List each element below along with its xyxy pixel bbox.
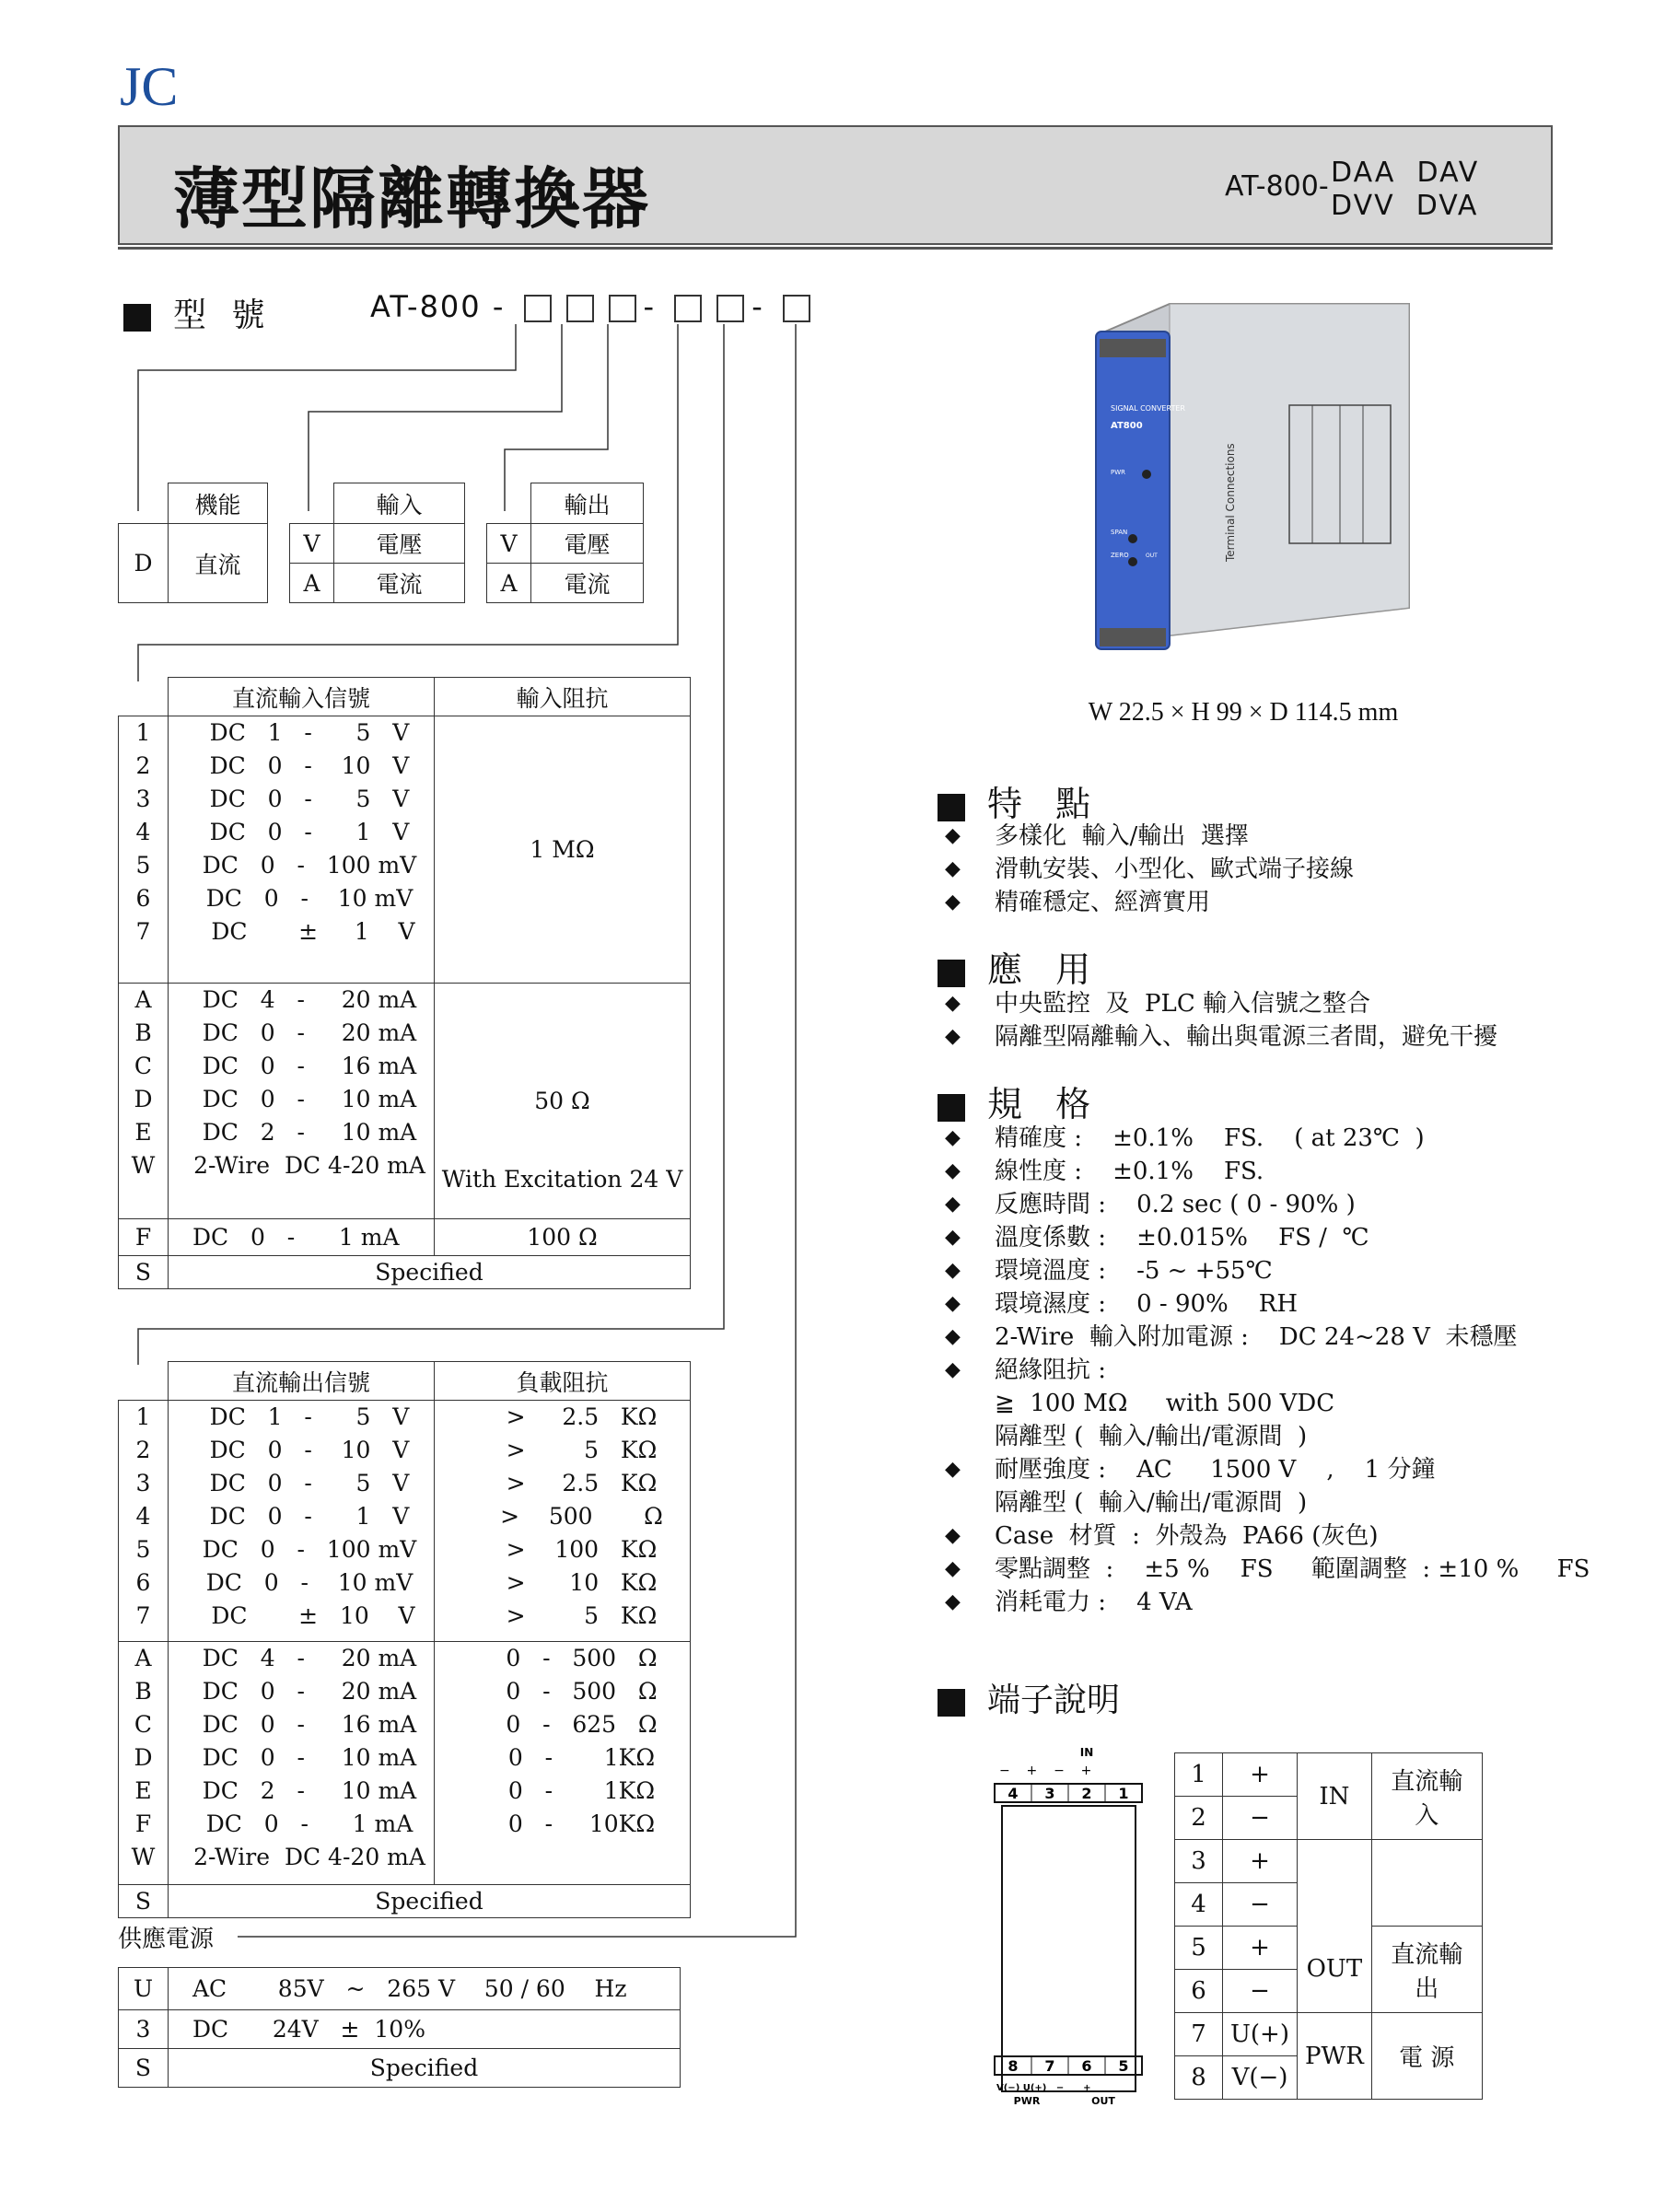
input-type-code: V [290,524,334,564]
photo-label-model: AT800 [1111,421,1143,431]
model-variants-line-1: DAA DAV [1331,157,1480,189]
input-voltage-codes: 1 2 3 4 5 6 7 [135,719,151,945]
output-signal-table [118,1361,691,1918]
feature-item: ◆ 滑軌安裝、小型化、歐式端子接線 [945,853,1354,886]
input-type-value: 電流 [334,564,465,603]
diagram-terminal-number: 2 [1081,1785,1092,1802]
terminal-num: 6 [1175,1970,1223,2013]
input-current-codes: A B C D E W [131,986,156,1179]
output-voltage-loads: > 2.5 KΩ > 5 KΩ > 2.5 KΩ > 500 Ω > 100 KΩ > 10 KΩ > 5 KΩ [500,1403,663,1629]
output-type-code: A [487,564,531,603]
features-list [945,820,1354,919]
spec-item: ◆ 零點調整 : ±5 % FS 範圍調整 : ±10 % FS [945,1553,1590,1586]
photo-label-zero: ZERO [1111,552,1129,559]
terminal-sign: − [1223,1970,1298,2013]
output-s-value: Specified [169,1885,691,1918]
output-type-code: V [487,524,531,564]
spec-item: 隔離型 ( 輸入/輸出/電源間 ) [995,1489,1308,1517]
terminal-diagram [985,1745,1160,2113]
specs-list [945,1122,1590,1619]
product-photo [1068,295,1418,663]
terminal-group-code: IN [1297,1753,1371,1840]
power-s-value: Specified [169,2049,681,2088]
photo-label-out: OUT [1146,553,1158,559]
input-impedance-header: 輸入阻抗 [435,678,691,716]
brand-logo: JC [120,56,179,117]
terminal-sign: + [1223,1840,1298,1883]
terminal-sign: − [1223,1883,1298,1927]
power-s-code: S [119,2049,169,2088]
diagram-in-label: IN [1079,1746,1094,1759]
input-s-value: Specified [169,1256,691,1289]
features-heading [938,775,1101,826]
terminal-num: 1 [1175,1753,1223,1797]
input-f-code: F [119,1219,169,1256]
power-supply-label: 供應電源 [118,1926,215,1953]
power-value: AC 85V ~ 265 V 50 / 60 Hz [169,1968,681,2010]
terminal-sign: − [1223,1797,1298,1840]
input-type-code: A [290,564,334,603]
function-value: 直流 [169,524,268,603]
section-square-icon [938,794,965,821]
photo-label-pwr: PWR [1111,469,1126,476]
input-f-impedance: 100 Ω [435,1219,691,1256]
input-type-table [289,483,465,603]
applications-title: 應 用 [987,949,1102,990]
terminal-sign: + [1223,1753,1298,1797]
input-signal-table [118,677,691,1289]
model-code-prefix: AT-800 - [370,289,506,324]
input-current-ranges: DC 4 - 20 mA DC 0 - 20 mA DC 0 - 16 mA DC 0 - 10 mA DC 2 - 10 mA 2-Wire DC 4-20 mA [193,986,425,1179]
terminal-sign: V(−) [1223,2056,1298,2100]
spec-item: 隔離型 ( 輸入/輸出/電源間 ) [995,1423,1308,1450]
spec-item: ◆ 精確度 : ±0.1% FS. ( at 23℃ ) [945,1122,1590,1155]
terminal-num: 5 [1175,1927,1223,1970]
input-f-range: DC 0 - 1 mA [169,1219,435,1256]
output-type-value: 電壓 [531,524,644,564]
model-variants-line-2: DVV DVA [1331,190,1479,222]
output-type-value: 電流 [531,564,644,603]
power-value: DC 24V ± 10% [169,2010,681,2049]
diagram-body [1002,1806,1136,2091]
terminal-group-desc: 直流輸入 [1371,1753,1482,1840]
terminal-num: 4 [1175,1883,1223,1927]
output-current-codes: A B C D E F W [131,1645,156,1870]
terminals-heading [938,1674,1120,1721]
features-title: 特 點 [987,784,1102,824]
terminal-group-desc: 直流輸出 [1371,1927,1482,2013]
specs-heading [938,1076,1101,1126]
spec-item: ◆ 線性度 : ±0.1% FS. [945,1155,1590,1188]
diagram-terminal-number: 1 [1118,1785,1129,1802]
section-square-icon [938,960,965,987]
output-voltage-ranges: DC 1 - 5 V DC 0 - 10 V DC 0 - 5 V DC 0 - 1 V DC 0 - 100 mV DC 0 - 10 mV DC ± 10 V [202,1403,417,1629]
diagram-terminal-number: 5 [1118,2057,1129,2075]
model-label: 型 號 [173,297,273,334]
applications-heading [938,941,1101,992]
diagram-terminal-number: 6 [1081,2057,1092,2075]
diagram-bottom-labels: V(−) U(+) − + [996,2083,1091,2093]
terminals-title: 端子說明 [987,1682,1121,1719]
excitation-note: With Excitation 24 V [441,1166,683,1193]
spec-item: ◆ 反應時間 : 0.2 sec ( 0 - 90% ) [945,1188,1590,1221]
photo-label-signal-converter: SIGNAL CONVERTER [1111,404,1185,413]
application-item: ◆ 中央監控 及 PLC 輸入信號之整合 [945,987,1497,1020]
input-voltage-ranges: DC 1 - 5 V DC 0 - 10 V DC 0 - 5 V DC 0 - 1 V DC 0 - 100 mV DC 0 - 10 mV DC ± 1 V [202,719,417,945]
feature-item: ◆ 精確穩定、經濟實用 [945,886,1354,919]
power-code: 3 [119,2010,169,2049]
output-load-header: 負載阻抗 [435,1362,691,1401]
spec-item: ◆ 消耗電力 : 4 VA [945,1586,1590,1619]
terminal-num: 2 [1175,1797,1223,1840]
diagram-terminal-number: 3 [1044,1785,1055,1802]
page-title: 薄型隔離轉換器 [173,159,651,238]
photo-label-terminal: Terminal Connections [1224,443,1237,562]
input-voltage-impedance: 1 MΩ [435,716,691,984]
output-type-table [486,483,644,603]
feature-item: ◆ 多樣化 輸入/輸出 選擇 [945,820,1354,853]
output-type-header: 輸出 [531,483,644,524]
terminal-group-code: OUT [1297,1927,1371,2013]
terminal-sign: U(+) [1223,2013,1298,2056]
output-s-code: S [119,1885,169,1918]
applications-list [945,987,1497,1054]
spec-item: ◆ 環境溫度 : -5 ~ +55℃ [945,1254,1590,1287]
section-square-icon [938,1689,965,1717]
terminal-table [1174,1752,1483,2100]
spec-item: ◆ 2-Wire 輸入附加電源 : DC 24~28 V 未穩壓 [945,1321,1590,1354]
application-item: ◆ 隔離型隔離輸入、輸出與電源三者間，避免干擾 [945,1020,1497,1054]
product-dimensions: W 22.5 × H 99 × D 114.5 mm [1088,698,1399,727]
power-supply-table [118,1967,681,2088]
terminal-sign: + [1223,1927,1298,1970]
terminal-num: 8 [1175,2056,1223,2100]
spec-item: ◆ Case 材質 : 外殼為 PA66 (灰色) [945,1519,1590,1553]
spec-item: ◆ 溫度係數 : ±0.015% FS / ℃ [945,1221,1590,1254]
diagram-top-polarity: − + − + [999,1764,1092,1778]
specs-title: 規 格 [987,1084,1102,1124]
output-signal-header: 直流輸出信號 [169,1362,435,1401]
input-type-header: 輸入 [334,483,465,524]
output-current-loads: 0 - 500 Ω 0 - 500 Ω 0 - 625 Ω 0 - 1KΩ 0 - 1KΩ 0 - 10KΩ [506,1645,658,1837]
terminal-group-desc: 電 源 [1371,2013,1482,2100]
input-type-value: 電壓 [334,524,465,564]
terminal-group-code: PWR [1297,2013,1371,2100]
terminal-num: 7 [1175,2013,1223,2056]
product-front-panel [1096,332,1170,649]
diagram-terminal-number: 4 [1008,1785,1019,1802]
photo-label-span: SPAN [1111,529,1128,536]
output-current-ranges: DC 4 - 20 mA DC 0 - 20 mA DC 0 - 16 mA DC 0 - 10 mA DC 2 - 10 mA DC 0 - 1 mA 2-Wire DC 4-20 mA [193,1645,425,1870]
diagram-terminal-number: 8 [1008,2057,1019,2075]
model-prefix: AT-800- [1225,170,1329,203]
diagram-terminal-number: 7 [1044,2057,1055,2075]
spec-item: ◆ 絕緣阻抗 : [945,1354,1590,1387]
power-code: U [119,1968,169,2010]
input-current-impedance: 50 Ω [534,1088,590,1114]
model-code: AT-800 - - - [370,289,818,324]
output-voltage-codes: 1 2 3 4 5 6 7 [135,1403,151,1629]
spec-item: ◆ 環境濕度 : 0 - 90% RH [945,1287,1590,1321]
diagram-pwr-label: PWR [1013,2095,1041,2107]
diagram-out-label: OUT [1091,2095,1115,2107]
function-table [118,483,268,603]
section-square-icon [938,1094,965,1122]
input-signal-header: 直流輸入信號 [169,678,435,716]
function-code: D [119,524,169,603]
spec-item: ◆ 耐壓強度 : AC 1500 V , 1 分鐘 [945,1453,1590,1486]
terminal-num: 3 [1175,1840,1223,1883]
input-s-code: S [119,1256,169,1289]
spec-item: ≧ 100 MΩ with 500 VDC [995,1390,1335,1417]
function-header: 機能 [169,483,268,524]
